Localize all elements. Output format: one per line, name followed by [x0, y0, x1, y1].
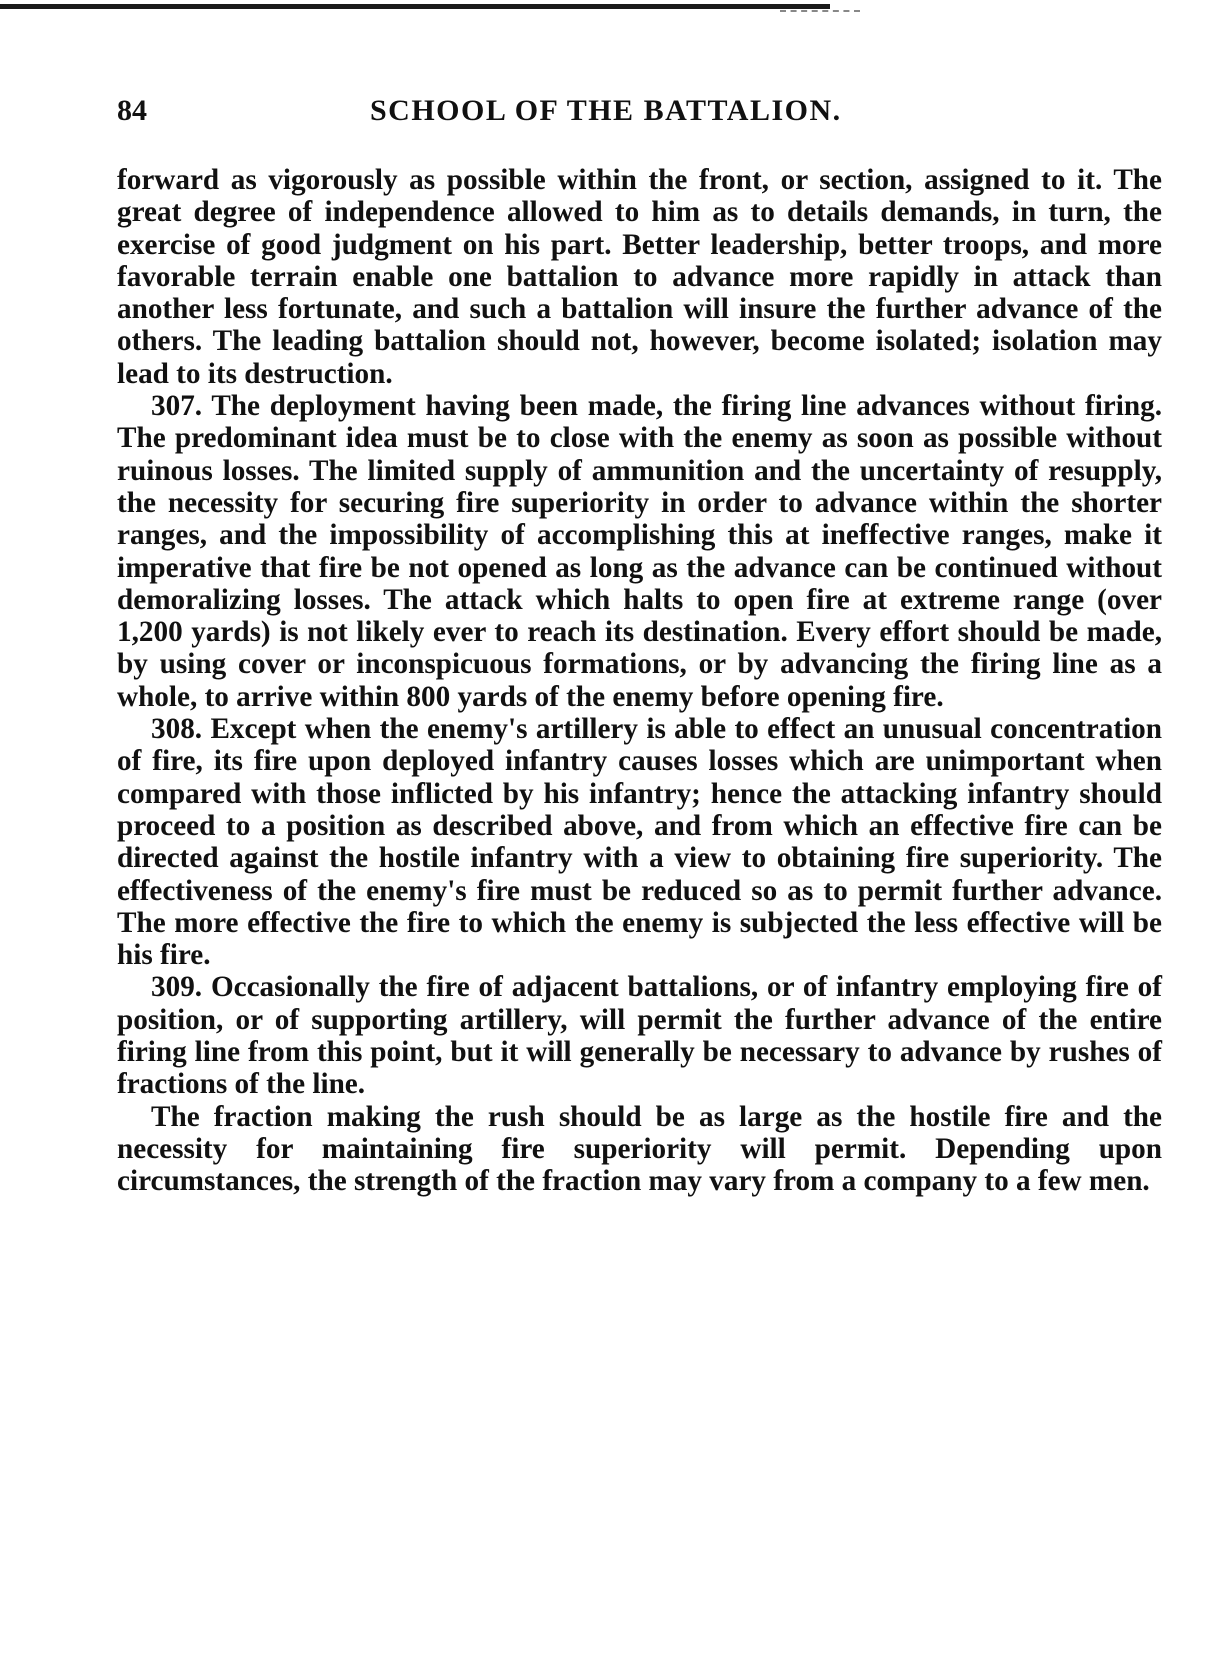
- top-rule-fade: [780, 10, 860, 14]
- running-title: SCHOOL OF THE BATTALION.: [370, 94, 842, 127]
- paragraph-continued: [117, 164, 1162, 390]
- paragraph-text: The deployment having been made, the firing line advances without firing. The predominant idea must be to close with the enemy as soon as possible without ruinous losses. The limited supply of ammunition and the uncertainty of resupply, the necessity for securing fire superiority in order to advance within the shorter ranges, and the impossibility of accomplishing this at ineffective ranges, make it imperative that fire be not opened as long as the advance can be continued without demoralizing losses. The attack which halts to open fire at extreme range (over 1,200 yards) is not likely ever to reach its destination. Every effort should be made, by using cover or inconspicuous formations, or by advancing the firing line as a whole, to arrive within 800 yards of the enemy before opening fire.: [117, 390, 1162, 713]
- paragraph-text: Except when the enemy's artillery is able to effect an unusual concentration of fire, its fire upon deployed infantry causes losses which are unimportant when compared with those inflicted by his infantry; hence the attacking infantry should proceed to a position as described above, and from which an effective fire can be directed against the hostile infantry with a view to obtaining fire superiority. The effectiveness of the enemy's fire must be reduced so as to permit further advance. The more effective the fire to which the enemy is subjected the less effective will be his fire.: [117, 713, 1163, 972]
- paragraph-text: Occasionally the fire of adjacent battalions, or of infantry employing fire of position, or of supporting artillery, will permit the further advance of the entire firing line from this point, but it will generally be necessary to advance by rushes of fractions of the line.: [117, 971, 1162, 1101]
- paragraph-307: [117, 390, 1162, 713]
- page-number: 84: [117, 94, 147, 127]
- paragraph-308: [117, 713, 1162, 971]
- paragraph-309: [117, 971, 1162, 1100]
- paragraph-number: 307.: [151, 390, 203, 423]
- paragraph-text: forward as vigorously as possible within the front, or section, assigned to it. The great degree of independence allowed to him as to details demands, in turn, the exercise of good judgment on his part. Better leadership, better troops, and more favorable terrain enable one battalion to advance more rapidly in attack than another less fortunate, and such a battalion will insure the further advance of the others. The leading battalion should not, however, become isolated; isolation may lead to its destruction.: [117, 164, 1162, 390]
- paragraph-fraction: [117, 1101, 1162, 1198]
- body-text: [117, 164, 1162, 1198]
- paragraph-text: The fraction making the rush should be as large as the hostile fire and the necessity for maintaining fire superiority will permit. Depending upon circumstances, the strength of the fraction may vary from a company to a few men.: [117, 1100, 1162, 1198]
- page-header: [117, 94, 1162, 134]
- paragraph-number: 308.: [151, 713, 203, 746]
- paragraph-number: 309.: [151, 971, 203, 1004]
- top-rule: [0, 4, 830, 9]
